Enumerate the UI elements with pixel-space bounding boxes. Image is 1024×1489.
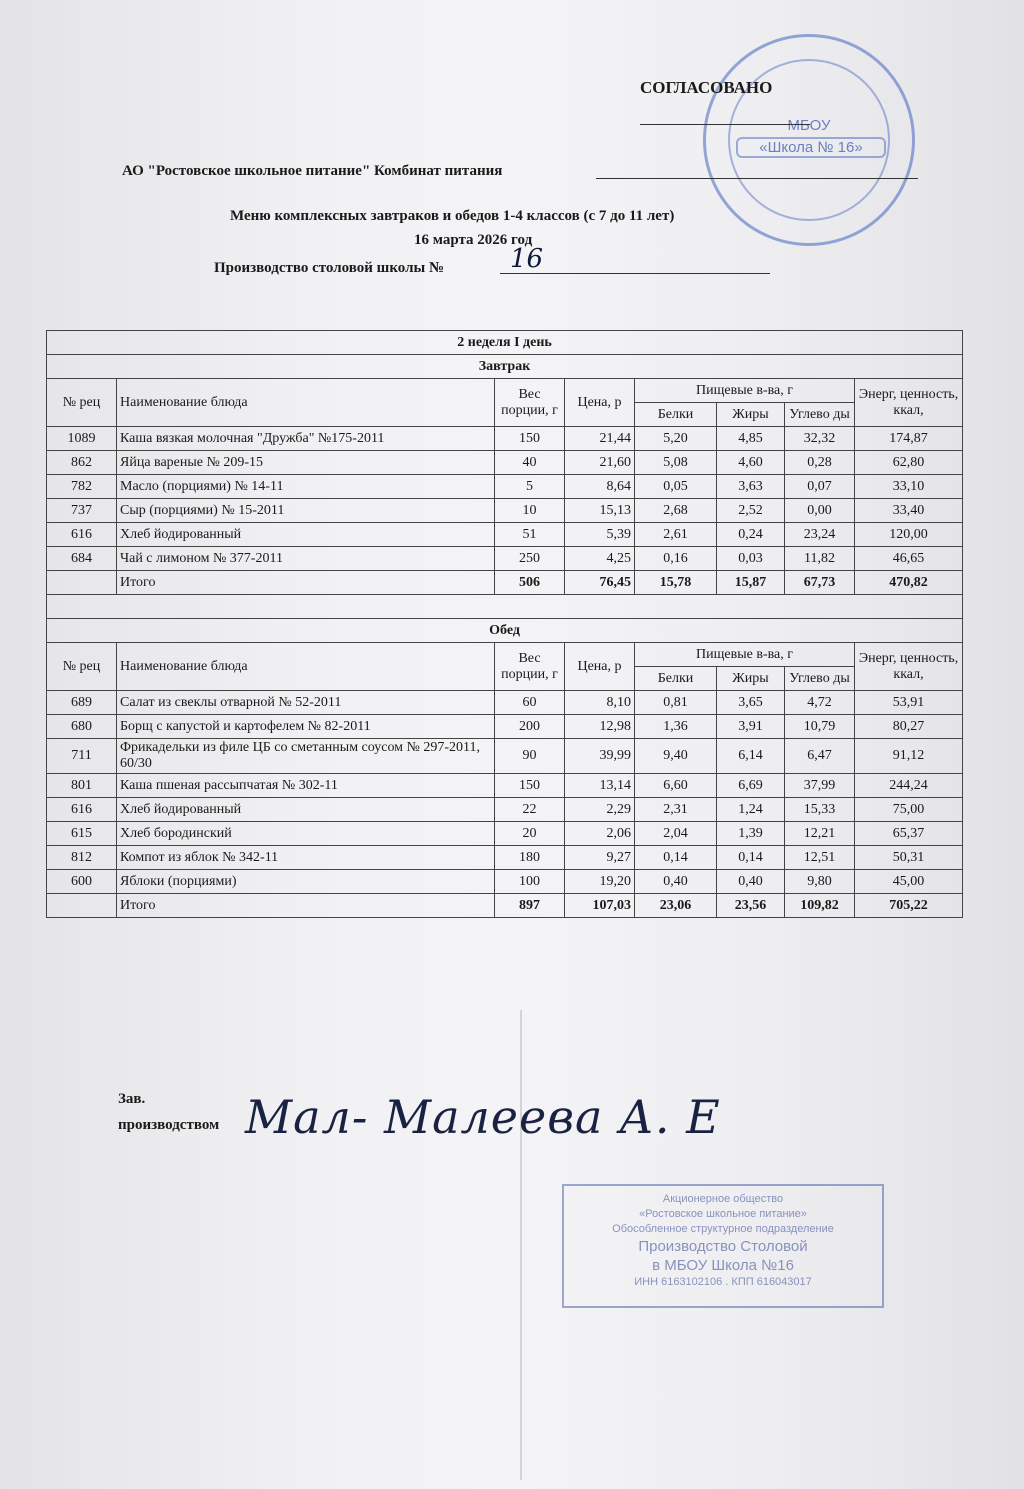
total-carbs: 67,73 — [785, 571, 855, 595]
total-blank-cell — [47, 571, 117, 595]
energy-value: 33,10 — [855, 475, 963, 499]
column-header-row — [47, 643, 963, 667]
dish-price: 9,27 — [565, 846, 635, 870]
production-head-label — [118, 1086, 219, 1138]
energy-value: 62,80 — [855, 451, 963, 475]
dish-price: 8,64 — [565, 475, 635, 499]
col-weight-header: Вес порции, г — [495, 379, 565, 427]
stamp-rect-line2: «Ростовское школьное питание» — [639, 1208, 807, 1220]
dish-name: Яйца вареные № 209-15 — [117, 451, 495, 475]
protein-value: 0,14 — [635, 846, 717, 870]
fat-value: 4,85 — [717, 427, 785, 451]
energy-value: 174,87 — [855, 427, 963, 451]
lunch-title: Обед — [47, 619, 963, 643]
col-protein-header: Белки — [635, 403, 717, 427]
total-energy: 705,22 — [855, 894, 963, 918]
breakfast-total-row — [47, 571, 963, 595]
protein-value: 1,36 — [635, 715, 717, 739]
carbs-value: 0,00 — [785, 499, 855, 523]
fat-value: 3,63 — [717, 475, 785, 499]
fat-value: 0,40 — [717, 870, 785, 894]
menu-date: 16 марта 2026 год — [414, 232, 533, 248]
production-label: Производство столовой школы № — [214, 260, 445, 276]
col-energy-header: Энерг, ценность, ккал, — [855, 643, 963, 691]
protein-value: 5,08 — [635, 451, 717, 475]
dish-price: 39,99 — [565, 739, 635, 774]
recipe-number: 616 — [47, 798, 117, 822]
recipe-number: 600 — [47, 870, 117, 894]
production-head-line2: производством — [118, 1117, 220, 1133]
portion-weight: 150 — [495, 427, 565, 451]
carbs-value: 37,99 — [785, 774, 855, 798]
breakfast-table-row — [47, 547, 963, 571]
breakfast-table-row — [47, 523, 963, 547]
dish-name: Сыр (порциями) № 15-2011 — [117, 499, 495, 523]
carbs-value: 10,79 — [785, 715, 855, 739]
stamp-rect-line4: Производство Столовой — [638, 1238, 808, 1255]
round-stamp-line2: «Школа № 16» — [736, 137, 886, 158]
fat-value: 1,39 — [717, 822, 785, 846]
col-carbs-header: Углево ды — [785, 403, 855, 427]
week-day-title: 2 неделя I день — [47, 331, 963, 355]
carbs-value: 9,80 — [785, 870, 855, 894]
dish-name: Компот из яблок № 342-11 — [117, 846, 495, 870]
breakfast-table-row — [47, 475, 963, 499]
recipe-number: 737 — [47, 499, 117, 523]
dish-name: Борщ с капустой и картофелем № 82-2011 — [117, 715, 495, 739]
portion-weight: 5 — [495, 475, 565, 499]
portion-weight: 180 — [495, 846, 565, 870]
total-label: Итого — [117, 894, 495, 918]
lunch-table-row — [47, 798, 963, 822]
energy-value: 80,27 — [855, 715, 963, 739]
total-fat: 15,87 — [717, 571, 785, 595]
portion-weight: 10 — [495, 499, 565, 523]
fat-value: 4,60 — [717, 451, 785, 475]
col-protein-header: Белки — [635, 667, 717, 691]
col-fat-header: Жиры — [717, 403, 785, 427]
total-fat: 23,56 — [717, 894, 785, 918]
dish-name: Хлеб йодированный — [117, 798, 495, 822]
fat-value: 1,24 — [717, 798, 785, 822]
dish-name: Чай с лимоном № 377-2011 — [117, 547, 495, 571]
dish-name: Салат из свеклы отварной № 52-2011 — [117, 691, 495, 715]
carbs-value: 12,21 — [785, 822, 855, 846]
dish-name: Каша пшеная рассыпчатая № 302-11 — [117, 774, 495, 798]
recipe-number: 689 — [47, 691, 117, 715]
dish-price: 13,14 — [565, 774, 635, 798]
dish-price: 19,20 — [565, 870, 635, 894]
stamp-rect-line5: в МБОУ Школа №16 — [652, 1257, 794, 1274]
dish-price: 5,39 — [565, 523, 635, 547]
menu-table-body — [47, 331, 963, 918]
total-blank-cell — [47, 894, 117, 918]
total-price: 107,03 — [565, 894, 635, 918]
energy-value: 75,00 — [855, 798, 963, 822]
carbs-value: 23,24 — [785, 523, 855, 547]
week-day-row — [47, 331, 963, 355]
dish-name: Каша вязкая молочная "Дружба" №175-2011 — [117, 427, 495, 451]
portion-weight: 150 — [495, 774, 565, 798]
energy-value: 33,40 — [855, 499, 963, 523]
energy-value: 120,00 — [855, 523, 963, 547]
col-price-header: Цена, р — [565, 643, 635, 691]
dish-name: Хлеб йодированный — [117, 523, 495, 547]
carbs-value: 4,72 — [785, 691, 855, 715]
total-carbs: 109,82 — [785, 894, 855, 918]
fat-value: 0,03 — [717, 547, 785, 571]
col-recipe-header: № рец — [47, 643, 117, 691]
dish-name: Фрикадельки из филе ЦБ со сметанным соусом № 297-2011, 60/30 — [117, 739, 495, 774]
protein-value: 2,31 — [635, 798, 717, 822]
lunch-table-row — [47, 774, 963, 798]
menu-title: Меню комплексных завтраков и обедов 1-4 классов (с 7 до 11 лет) — [230, 208, 675, 224]
carbs-value: 12,51 — [785, 846, 855, 870]
lunch-table-row — [47, 715, 963, 739]
round-stamp-line1: МБОУ — [787, 117, 831, 134]
dish-name: Хлеб бородинский — [117, 822, 495, 846]
recipe-number: 615 — [47, 822, 117, 846]
fat-value: 0,24 — [717, 523, 785, 547]
portion-weight: 20 — [495, 822, 565, 846]
lunch-table-row — [47, 870, 963, 894]
lunch-total-row — [47, 894, 963, 918]
breakfast-table-row — [47, 499, 963, 523]
organization-underline — [596, 178, 918, 179]
carbs-value: 6,47 — [785, 739, 855, 774]
approved-signature-line — [640, 124, 810, 125]
lunch-table-row — [47, 822, 963, 846]
portion-weight: 60 — [495, 691, 565, 715]
breakfast-section-title — [47, 355, 963, 379]
col-weight-header: Вес порции, г — [495, 643, 565, 691]
col-carbs-header: Углево ды — [785, 667, 855, 691]
handwritten-signature: Мал- Малеева А. Е — [245, 1090, 721, 1144]
fat-value: 3,65 — [717, 691, 785, 715]
protein-value: 2,68 — [635, 499, 717, 523]
dish-price: 2,29 — [565, 798, 635, 822]
col-nutrients-header: Пищевые в-ва, г — [635, 379, 855, 403]
energy-value: 65,37 — [855, 822, 963, 846]
recipe-number: 680 — [47, 715, 117, 739]
energy-value: 45,00 — [855, 870, 963, 894]
dish-name: Яблоки (порциями) — [117, 870, 495, 894]
spacer-cell — [47, 595, 963, 619]
column-header-row — [47, 379, 963, 403]
paper-fold — [520, 1010, 522, 1480]
rectangular-stamp — [562, 1184, 884, 1308]
col-dish-header: Наименование блюда — [117, 643, 495, 691]
carbs-value: 0,28 — [785, 451, 855, 475]
approved-label: СОГЛАСОВАНО — [640, 78, 773, 97]
total-protein: 23,06 — [635, 894, 717, 918]
portion-weight: 22 — [495, 798, 565, 822]
fat-value: 0,14 — [717, 846, 785, 870]
lunch-table-row — [47, 691, 963, 715]
total-price: 76,45 — [565, 571, 635, 595]
recipe-number: 1089 — [47, 427, 117, 451]
dish-name: Масло (порциями) № 14-11 — [117, 475, 495, 499]
portion-weight: 51 — [495, 523, 565, 547]
protein-value: 9,40 — [635, 739, 717, 774]
protein-value: 0,81 — [635, 691, 717, 715]
total-weight: 506 — [495, 571, 565, 595]
stamp-rect-line1: Акционерное общество — [662, 1193, 784, 1205]
fat-value: 6,69 — [717, 774, 785, 798]
dish-price: 21,60 — [565, 451, 635, 475]
dish-price: 4,25 — [565, 547, 635, 571]
carbs-value: 15,33 — [785, 798, 855, 822]
spacer-row — [47, 595, 963, 619]
production-head-line1: Зав. — [118, 1091, 146, 1107]
col-dish-header: Наименование блюда — [117, 379, 495, 427]
organization-name: АО "Ростовское школьное питание" Комбинат питания — [122, 163, 503, 179]
protein-value: 5,20 — [635, 427, 717, 451]
energy-value: 244,24 — [855, 774, 963, 798]
col-energy-header: Энерг, ценность, ккал, — [855, 379, 963, 427]
carbs-value: 0,07 — [785, 475, 855, 499]
col-price-header: Цена, р — [565, 379, 635, 427]
recipe-number: 812 — [47, 846, 117, 870]
protein-value: 6,60 — [635, 774, 717, 798]
portion-weight: 250 — [495, 547, 565, 571]
dish-price: 8,10 — [565, 691, 635, 715]
portion-weight: 100 — [495, 870, 565, 894]
energy-value: 53,91 — [855, 691, 963, 715]
protein-value: 0,40 — [635, 870, 717, 894]
total-energy: 470,82 — [855, 571, 963, 595]
protein-value: 0,16 — [635, 547, 717, 571]
portion-weight: 200 — [495, 715, 565, 739]
round-stamp — [703, 34, 915, 246]
lunch-table-row — [47, 739, 963, 774]
protein-value: 2,61 — [635, 523, 717, 547]
recipe-number: 782 — [47, 475, 117, 499]
energy-value: 46,65 — [855, 547, 963, 571]
recipe-number: 801 — [47, 774, 117, 798]
protein-value: 2,04 — [635, 822, 717, 846]
menu-table — [46, 330, 963, 918]
portion-weight: 90 — [495, 739, 565, 774]
carbs-value: 11,82 — [785, 547, 855, 571]
lunch-section-title — [47, 619, 963, 643]
recipe-number: 684 — [47, 547, 117, 571]
stamp-rect-line3: Обособленное структурное подразделение — [612, 1223, 834, 1235]
fat-value: 3,91 — [717, 715, 785, 739]
col-fat-header: Жиры — [717, 667, 785, 691]
dish-price: 15,13 — [565, 499, 635, 523]
breakfast-title: Завтрак — [47, 355, 963, 379]
total-protein: 15,78 — [635, 571, 717, 595]
dish-price: 2,06 — [565, 822, 635, 846]
fat-value: 6,14 — [717, 739, 785, 774]
col-nutrients-header: Пищевые в-ва, г — [635, 643, 855, 667]
dish-price: 21,44 — [565, 427, 635, 451]
stamp-rect-line6: ИНН 6163102106 . КПП 616043017 — [634, 1276, 812, 1288]
fat-value: 2,52 — [717, 499, 785, 523]
protein-value: 0,05 — [635, 475, 717, 499]
dish-price: 12,98 — [565, 715, 635, 739]
total-label: Итого — [117, 571, 495, 595]
recipe-number: 862 — [47, 451, 117, 475]
carbs-value: 32,32 — [785, 427, 855, 451]
energy-value: 50,31 — [855, 846, 963, 870]
breakfast-table-row — [47, 427, 963, 451]
school-number-handwritten: 16 — [510, 244, 544, 274]
portion-weight: 40 — [495, 451, 565, 475]
recipe-number: 711 — [47, 739, 117, 774]
lunch-table-row — [47, 846, 963, 870]
energy-value: 91,12 — [855, 739, 963, 774]
breakfast-table-row — [47, 451, 963, 475]
recipe-number: 616 — [47, 523, 117, 547]
col-recipe-header: № рец — [47, 379, 117, 427]
total-weight: 897 — [495, 894, 565, 918]
